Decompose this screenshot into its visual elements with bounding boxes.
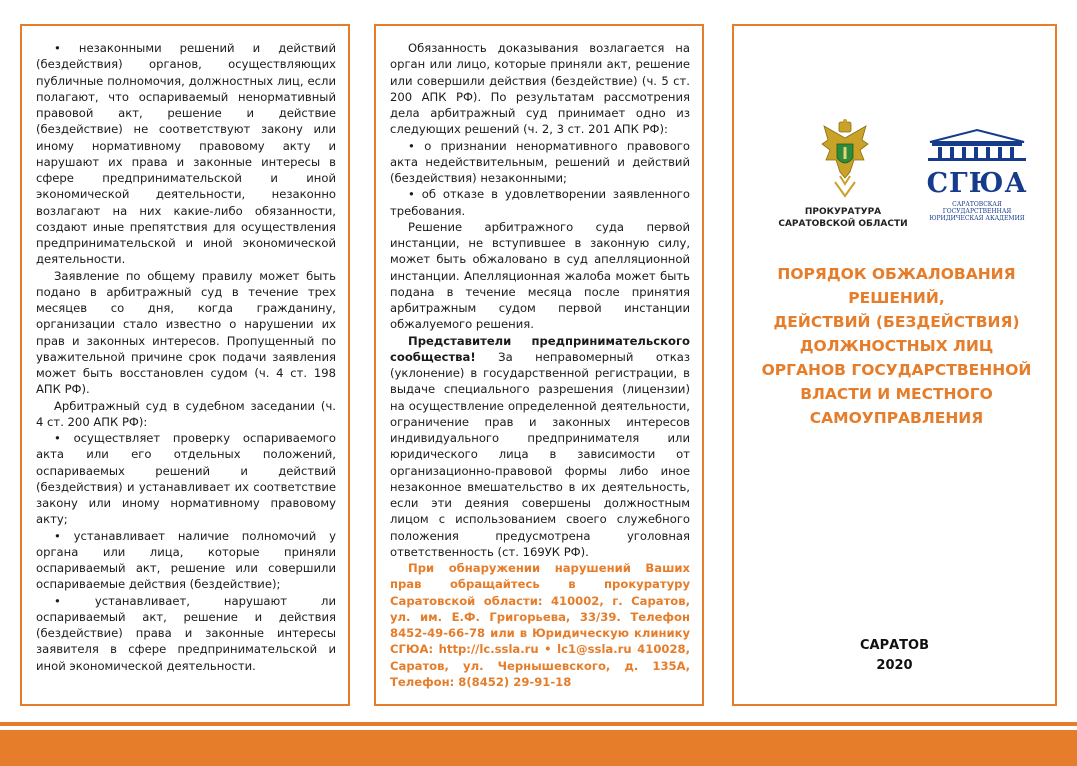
cover-panel: [732, 24, 1057, 706]
prokuratura-label: [768, 206, 918, 230]
publication-year: 2020: [876, 658, 913, 673]
prokuratura-line-1: ПРОКУРАТУРА: [804, 207, 882, 217]
title-line-1: ПОРЯДОК ОБЖАЛОВАНИЯ: [777, 265, 1016, 283]
title-line-2: РЕШЕНИЙ,: [848, 289, 945, 307]
title-line-7: САМОУПРАВЛЕНИЯ: [809, 409, 984, 427]
sgua-full-name-line-1: САРАТОВСКАЯ ГОСУДАРСТВЕННАЯ: [942, 201, 1012, 215]
left-paragraph-1: • незаконными решений и действий (бездействия) органов, осуществляющих публичные полномочия, должностных лиц, если полагают, что оспариваемый ненормативный правовой акт, решение и действие (бездействие) не соответствуют закону или иному нормативному правовому акту и нарушают их права и законные интересы в сфере предпринимательской и иной экономической деятельности, незаконно возлагают на них какие-либо обязанности, создают иные препятствия для осуществления предпринимательской и иной экономической деятельности.: [36, 41, 336, 267]
footer-stripe-thin: [0, 722, 1077, 726]
title-line-3: ДЕЙСТВИЙ (БЕЗДЕЙСТВИЯ): [773, 313, 1020, 331]
criminal-liability-text: За неправомерный отказ (уклонение) в государственной регистрации, в выдаче специального разрешения (лицензии) на осуществление определенной деятельности, ограничение прав и законных интересов индивидуального предпринимателя или юридического лица в зависимости от организационно-правовой формы либо иное незаконное вмешательство в их деятельность, если эти деяния совершены должностным лицом с использованием своего служебного положения предусмотрена уголовная ответственность (ст. 169УК РФ).: [390, 349, 690, 559]
footer-stripe-thick: [0, 730, 1077, 766]
sgua-building-icon: [922, 128, 1032, 162]
prokuratura-emblem-icon: [820, 118, 870, 200]
contact-information: При обнаружении нарушений Ваших прав обращайтесь в прокуратуру Саратовской области: 410002, г. Саратов, ул. им. Е.Ф. Григорьева, 33/39. Телефон 8452-49-66-78 или в Юридическую клинику СГЮА: http://lc.ssla.ru • lc1@ssla.ru 410028, Саратов, ул. Чернышевского, д. 135А, Телефон: 8(8452) 29-91-18: [390, 561, 690, 689]
sgua-full-name-line-2: ЮРИДИЧЕСКАЯ АКАДЕМИЯ: [929, 215, 1025, 222]
business-community-heading: Представители предпринимательского сообщества!: [390, 333, 690, 364]
middle-paragraph-4: Решение арбитражного суда первой инстанции, не вступившее в законную силу, может быть обжаловано в суд апелляционной инстанции. Апелляционная жалоба может быть подана в течение месяца после принятия арбитражным судом первой инстанции обжалуемого решения.: [390, 219, 690, 332]
sgua-full-name: [922, 201, 1032, 222]
sgua-logo: [922, 128, 1032, 222]
prokuratura-line-2: САРАТОВСКОЙ ОБЛАСТИ: [778, 219, 908, 229]
left-paragraph-4: • осуществляет проверку оспариваемого акта или его отдельных положений, оспариваемых решений и действий (бездействия) и устанавливает их соответствие закону или иному нормативному правовому акту;: [36, 431, 336, 527]
sgua-abbreviation: СГЮА: [926, 168, 1028, 199]
left-paragraph-5: • устанавливает наличие полномочий у органа или лица, которые приняли оспариваемый акт, решение или совершили оспариваемые действия (бездействие);: [36, 528, 336, 592]
middle-paragraph-5: [390, 333, 690, 561]
title-line-5: ОРГАНОВ ГОСУДАРСТВЕННОЙ: [761, 361, 1032, 379]
left-paragraph-6: • устанавливает, нарушают ли оспариваемый акт, решение и действия (бездействие) права и законные интересы заявителя в сфере предпринимательской и иной экономической деятельности.: [36, 593, 336, 673]
middle-paragraph-1: Обязанность доказывания возлагается на орган или лицо, которые приняли акт, решение или совершили действия (бездействие) (ч. 5 ст. 200 АПК РФ). По результатам рассмотрения дела арбитражный суд принимает одно из следующих решений (ч. 2, 3 ст. 201 АПК РФ):: [390, 41, 690, 137]
title-line-6: ВЛАСТИ И МЕСТНОГО: [800, 385, 993, 403]
brochure-title: [748, 262, 1045, 430]
left-paragraph-2: Заявление по общему правилу может быть подано в арбитражный суд в течение трех месяцев со дня, когда гражданину, организации стало известно о нарушении их прав и законных интересов. Пропущенный по уважительной причине срок подачи заявления может быть восстановлен судом (ч. 4 ст. 198 АПК РФ).: [36, 268, 336, 397]
logos-row: [758, 118, 1048, 238]
city-name: САРАТОВ: [859, 638, 930, 653]
city-and-year: [734, 636, 1055, 676]
left-panel: [20, 24, 350, 706]
title-line-4: ДОЛЖНОСТНЫХ ЛИЦ: [799, 337, 994, 355]
middle-paragraph-2: • о признании ненормативного правового акта недействительным, решений и действий (бездействия) незаконными;: [390, 138, 690, 185]
middle-paragraph-3: • об отказе в удовлетворении заявленного требования.: [390, 187, 690, 218]
left-paragraph-3: Арбитражный суд в судебном заседании (ч. 4 ст. 200 АПК РФ):: [36, 398, 336, 429]
middle-panel: [374, 24, 704, 706]
